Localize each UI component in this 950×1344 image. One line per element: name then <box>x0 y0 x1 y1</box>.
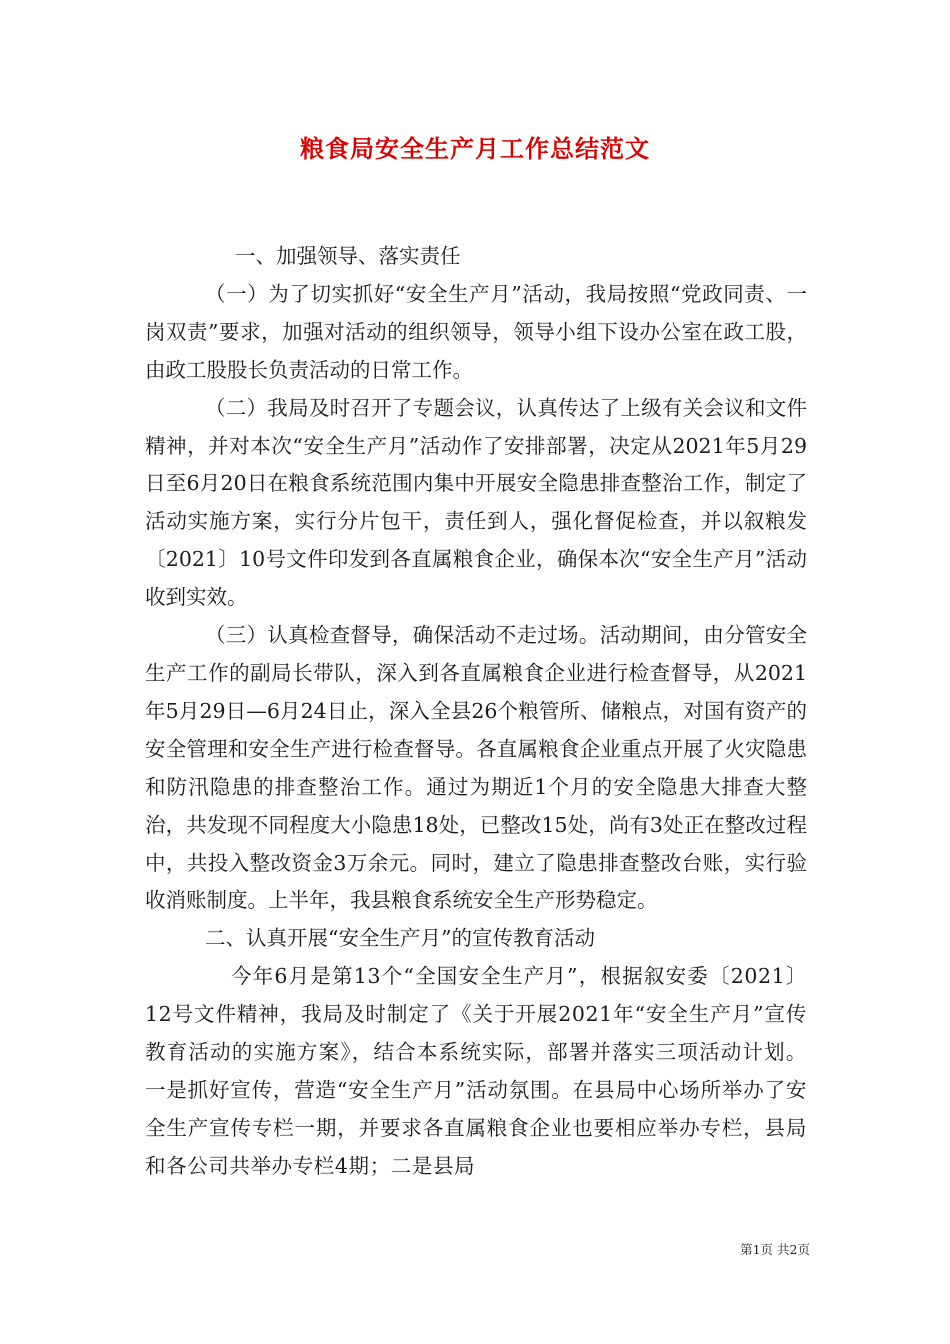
page-number: 第1页 共2页 <box>740 1242 810 1257</box>
paragraph: （二）我局及时召开了专题会议，认真传达了上级有关会议和文件精神，并对本次“安全生产月”活动作了安排部署，决定从2021年5月29日至6月20日在粮食系统范围内集中开展安全隐患排查整治工作，制定了活动实施方案，实行分片包干，责任到人，强化督促检查，并以叙粮发〔2021〕10号文件印发到各直属粮食企业，确保本次“安全生产月”活动收到实效。 <box>145 395 807 610</box>
document-title: 粮食局安全生产月工作总结范文 <box>300 134 650 163</box>
paragraph: 今年6月是第13个“全国安全生产月”，根据叙安委〔2021〕12号文件精神，我局及时制定了《关于开展2021年“安全生产月”宣传教育活动的实施方案》，结合本系统实际，部署并落实三项活动计划。一是抓好宣传，营造“安全生产月”活动氛围。在县局中心场所举办了安全生产宣传专栏一期，并要求各直属粮食企业也要相应举办专栏，县局和各公司共举办专栏4期；二是县局 <box>145 964 807 1178</box>
paragraph: （三）认真检查督导，确保活动不走过场。活动期间，由分管安全生产工作的副局长带队，深入到各直属粮食企业进行检查督导，从2021年5月29日—6月24日止，深入全县26个粮管所、储粮点，对国有资产的安全管理和安全生产进行检查督导。各直属粮食企业重点开展了火灾隐患和防汛隐患的排查整治工作。通过为期近1个月的安全隐患大排查大整治，共发现不同程度大小隐患18处，已整改15处，尚有3处正在整改过程中，共投入整改资金3万余元。同时，建立了隐患排查整改台账，实行验收消账制度。上半年，我县粮食系统安全生产形势稳定。 <box>145 623 807 913</box>
document-body <box>145 238 807 1186</box>
section-heading: 二、认真开展“安全生产月”的宣传教育活动 <box>205 926 595 951</box>
paragraph: （一）为了切实抓好“安全生产月”活动，我局按照“党政同责、一岗双责”要求，加强对活动的组织领导，领导小组下设办公室在政工股，由政工股股长负责活动的日常工作。 <box>145 281 807 382</box>
section-heading: 一、加强领导、落实责任 <box>235 244 461 268</box>
